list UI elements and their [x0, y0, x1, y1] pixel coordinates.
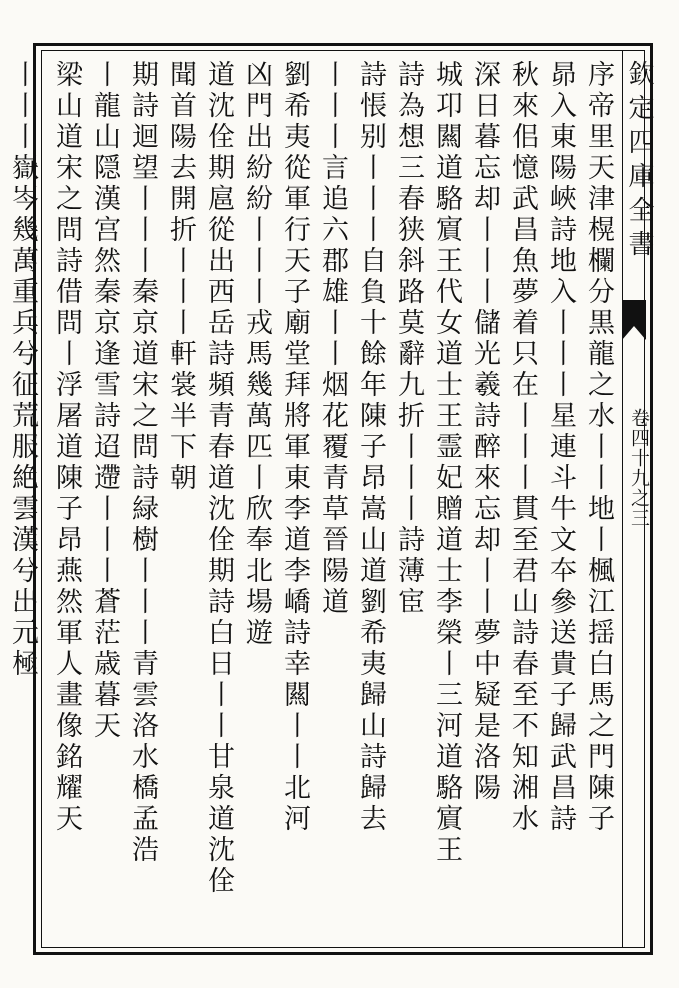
- text-column-14: 丨龍山隠漢宫然秦京逢雪詩迢遰丨丨丨蒼茫歳暮天: [89, 60, 120, 742]
- text-column-5: 城卭闗道駱賔王代女道士王霊妃贈道士李榮丨三河道駱賔王: [431, 60, 462, 866]
- text-column-10: 凶門出紛紛丨丨丨戎馬幾萬匹丨欣奉北場遊: [241, 60, 272, 649]
- text-column-4: 深日暮忘却丨丨丨儲光羲詩醉來忘却丨丨夢中疑是洛陽: [469, 60, 500, 804]
- text-column-8: 丨丨丨言追六郡雄丨丨烟花覆青草晉陽道: [317, 60, 348, 618]
- fishtail-mark-icon: [622, 300, 646, 340]
- text-column-6: 詩為想三春狭斜路莫辭九折丨丨丨詩薄宦: [393, 60, 424, 618]
- text-column-12: 聞首陽去開折丨丨丨軒裳半下朝: [165, 60, 196, 494]
- text-column-11: 道沈佺期扈從出西岳詩頻青春道沈佺期詩白日丨丨甘泉道沈佺: [203, 60, 234, 897]
- text-column-1: 序帝里天津榥欄分黒龍之水丨丨地丨楓江揺白馬之門陳子: [583, 60, 614, 835]
- text-column-16: 丨丨丨嶽岑幾萬重兵兮征荒服絶雲漢兮出元極: [7, 60, 38, 680]
- juan-number: 卷四十九之三: [628, 408, 650, 528]
- margin-divider: [622, 50, 623, 948]
- text-column-7: 詩悵别丨丨丨自負十餘年陳子昂嵩山道劉希夷歸山詩歸去: [355, 60, 386, 835]
- book-title: 欽定四庫全書: [624, 60, 654, 264]
- text-column-9: 劉希夷從軍行天子廟堂拜將軍東李道李嶠詩幸闗丨丨北河: [279, 60, 310, 835]
- text-column-3: 秋來佀憶武昌魚夢着只在丨丨丨貫至君山詩春至不知湘水: [507, 60, 538, 835]
- text-column-13: 期詩迴望丨丨丨秦京道宋之問詩緑樹丨丨丨青雲洛水橋孟浩: [127, 60, 158, 866]
- text-column-15: 梁山道宋之問詩借問丨浮屠道陳子昂燕然軍人畫像銘耀天: [51, 60, 82, 835]
- text-column-2: 昴入東陽峽詩地入丨丨丨星連斗牛文夲參送貴子歸武昌詩: [545, 60, 576, 835]
